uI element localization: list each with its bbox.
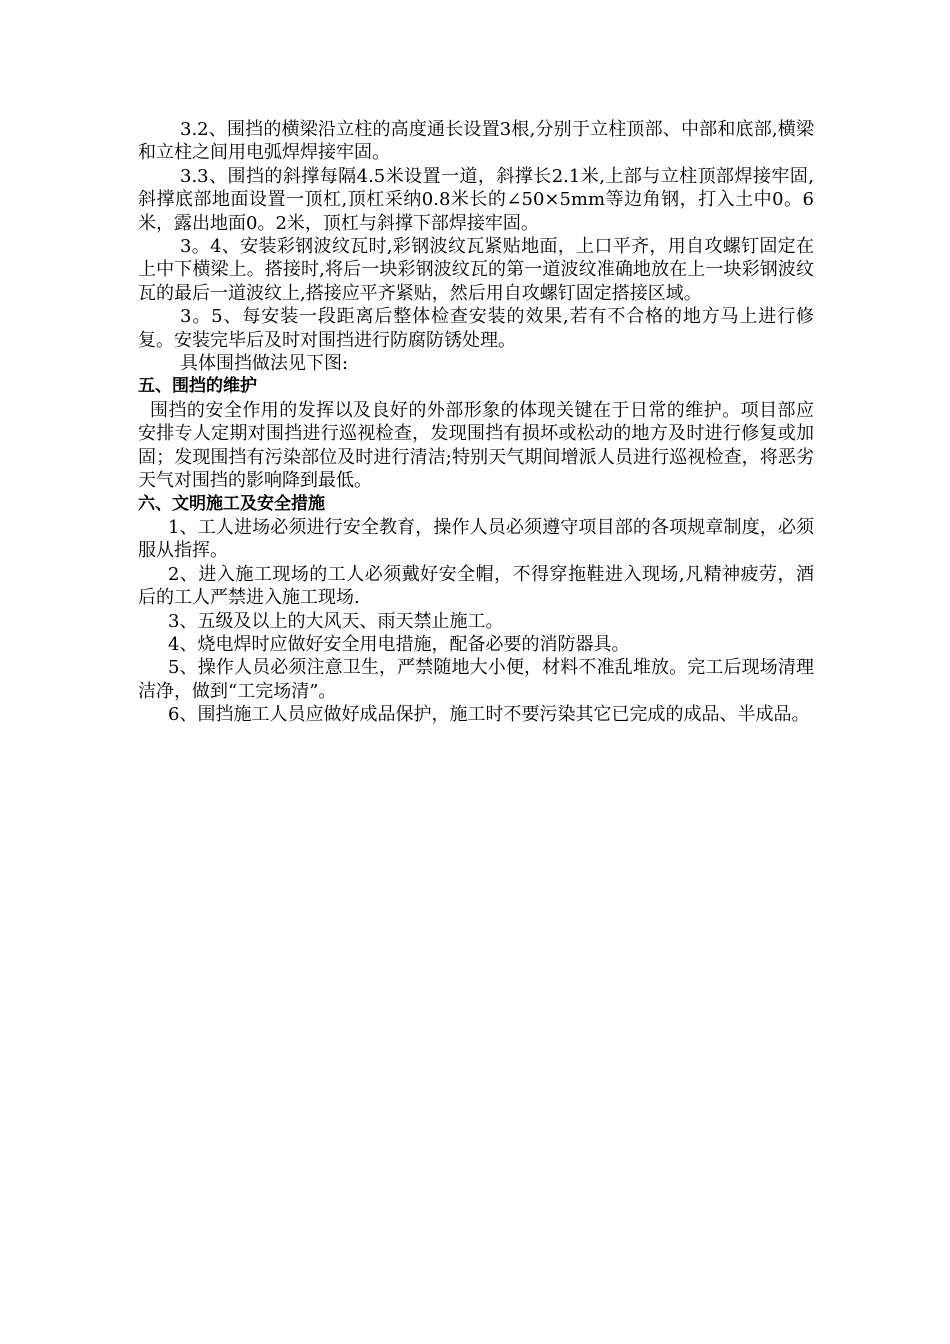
paragraph-3-2: 3.2、围挡的横梁沿立柱的高度通长设置3根,分别于立柱顶部、中部和底部,横梁和立柱之间用电弧焊焊接牢固。 xyxy=(138,119,814,164)
paragraph-3-4: 3。4、安装彩钢波纹瓦时,彩钢波纹瓦紧贴地面，上口平齐，用自攻螺钉固定在上中下横梁上。搭接时,将后一块彩钢波纹瓦的第一道波纹准确地放在上一块彩钢波纹瓦的最后一道波纹上,搭接应平齐紧贴，然后用自攻螺钉固定搭接区域。 xyxy=(138,236,814,304)
safety-item-1: 1、工人进场必须进行安全教育，操作人员必须遵守项目部的各项规章制度，必须服从指挥。 xyxy=(138,516,814,562)
safety-item-5: 5、操作人员必须注意卫生，严禁随地大小便，材料不准乱堆放。完工后现场清理洁净，做到“工完场清”。 xyxy=(138,657,814,702)
see-figure-note: 具体围挡做法见下图: xyxy=(180,353,349,375)
document-page xyxy=(138,118,814,727)
section-5-heading: 五、围挡的维护 xyxy=(138,376,257,397)
section-6-heading: 六、文明施工及安全措施 xyxy=(138,493,325,514)
safety-item-2: 2、进入施工现场的工人必须戴好安全帽，不得穿拖鞋进入现场,凡精神疲劳，酒后的工人严禁进入施工现场. xyxy=(138,563,814,609)
safety-item-6: 6、围挡施工人员应做好成品保护，施工时不要污染其它已完成的成品、半成品。 xyxy=(168,704,810,726)
safety-item-4: 4、烧电焊时应做好安全用电措施，配备必要的消防器具。 xyxy=(168,633,630,655)
safety-item-3: 3、五级及以上的大风天、雨天禁止施工。 xyxy=(168,610,504,632)
paragraph-3-3: 3.3、围挡的斜撑每隔4.5米设置一道，斜撑长2.1米,上部与立柱顶部焊接牢固,斜撑底部地面设置一顶杠,顶杠采纳0.8米长的∠50×5mm等边角钢，打入土中0。6米，露出地面0。2米，顶杠与斜撑下部焊接牢固。 xyxy=(138,165,814,234)
section-5-body: 围挡的安全作用的发挥以及良好的外部形象的体现关键在于日常的维护。项目部应安排专人定期对围挡进行巡视检查，发现围挡有损坏或松动的地方及时进行修复或加固；发现围挡有污染部位及时进行清洁;特别天气期间增派人员进行巡视检查，将恶劣天气对围挡的影响降到最低。 xyxy=(138,399,814,492)
paragraph-3-5: 3。5、每安装一段距离后整体检查安装的效果,若有不合格的地方马上进行修复。安装完毕后及时对围挡进行防腐防锈处理。 xyxy=(138,306,814,351)
